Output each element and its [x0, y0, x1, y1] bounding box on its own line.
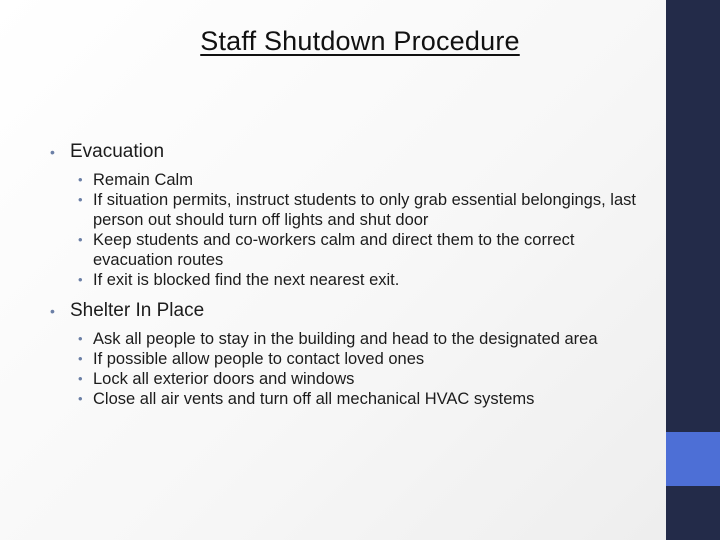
list-item-text: Close all air vents and turn off all mechanical HVAC systems: [93, 390, 535, 408]
list-item: [50, 270, 640, 290]
bullet-icon: •: [78, 351, 83, 366]
section-heading-evacuation: [50, 140, 640, 164]
bullet-icon: •: [78, 371, 83, 386]
list-item-text: Keep students and co-workers calm and direct them to the correct evacuation routes: [93, 231, 575, 269]
bullet-icon: •: [78, 192, 83, 207]
bullet-icon: •: [50, 303, 55, 319]
sidebar-accent-block: [666, 432, 720, 486]
section-heading-text: Evacuation: [70, 141, 165, 162]
list-item: [50, 389, 640, 409]
list-item: [50, 369, 640, 389]
list-item-text: Lock all exterior doors and windows: [93, 370, 355, 388]
list-item-text: Ask all people to stay in the building and head to the designated area: [93, 330, 598, 348]
section-heading-shelter-in-place: [50, 299, 640, 323]
list-item-text: If exit is blocked find the next nearest exit.: [93, 271, 400, 289]
list-item: [50, 349, 640, 369]
slide-title: Staff Shutdown Procedure: [200, 26, 520, 56]
bullet-icon: •: [78, 272, 83, 287]
section-heading-text: Shelter In Place: [70, 300, 205, 321]
list-item-text: If possible allow people to contact loved ones: [93, 350, 425, 368]
list-item-text: Remain Calm: [93, 171, 193, 189]
slide-content: [50, 140, 640, 409]
list-item: [50, 190, 640, 230]
bullet-icon: •: [78, 232, 83, 247]
bullet-icon: •: [78, 391, 83, 406]
bullet-icon: •: [50, 144, 55, 160]
list-item: [50, 329, 640, 349]
list-item: [50, 230, 640, 270]
list-item-text: If situation permits, instruct students to only grab essential belongings, last person out should turn off lights and shut door: [93, 191, 636, 229]
bullet-icon: •: [78, 331, 83, 346]
bullet-icon: •: [78, 172, 83, 187]
list-item: [50, 170, 640, 190]
